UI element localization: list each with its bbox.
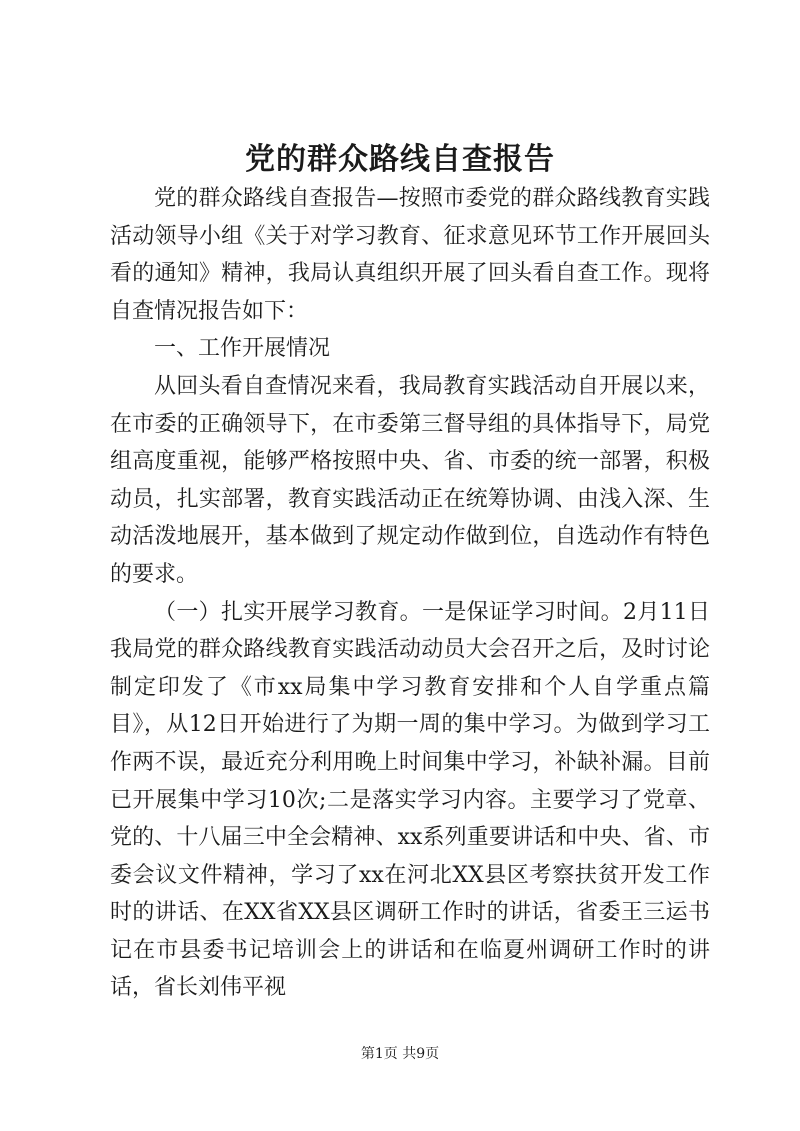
section-heading-work-status: 一、工作开展情况 xyxy=(154,336,331,362)
document-title: 党的群众路线自查报告 xyxy=(245,142,555,177)
document-body xyxy=(110,180,710,1007)
paragraph-study-education: （一）扎实开展学习教育。一是保证学习时间。2月11日我局党的群众路线教育实践活动动员大会召开之后，及时讨论制定印发了《市xx局集中学习教育安排和个人自学重点篇目》，从12日开始进行了为期一周的集中学习。为做到学习工作两不误，最近充分利用晚上时间集中学习，补缺补漏。目前已开展集中学习10次;二是落实学习内容。主要学习了党章、党的、十八届三中全会精神、xx系列重要讲话和中央、省、市委会议文件精神，学习了xx在河北XX县区考察扶贫开发工作时的讲话、在XX省XX县区调研工作时的讲话，省委王三运书记在市县委书记培训会上的讲话和在临夏州调研工作时的讲话，省长刘伟平视 xyxy=(110,599,710,1001)
page-footer: 第1页 共9页 xyxy=(360,1046,440,1062)
paragraph-overview: 从回头看自查情况来看，我局教育实践活动自开展以来，在市委的正确领导下，在市委第三督导组的具体指导下，局党组高度重视，能够严格按照中央、省、市委的统一部署，积极动员，扎实部署，教育实践活动正在统筹协调、由浅入深、生动活泼地展开，基本做到了规定动作做到位，自选动作有特色的要求。 xyxy=(110,373,710,587)
paragraph-intro: 党的群众路线自查报告—按照市委党的群众路线教育实践活动领导小组《关于对学习教育、征求意见环节工作开展回头看的通知》精神，我局认真组织开展了回头看自查工作。现将自查情况报告如下： xyxy=(110,186,710,324)
